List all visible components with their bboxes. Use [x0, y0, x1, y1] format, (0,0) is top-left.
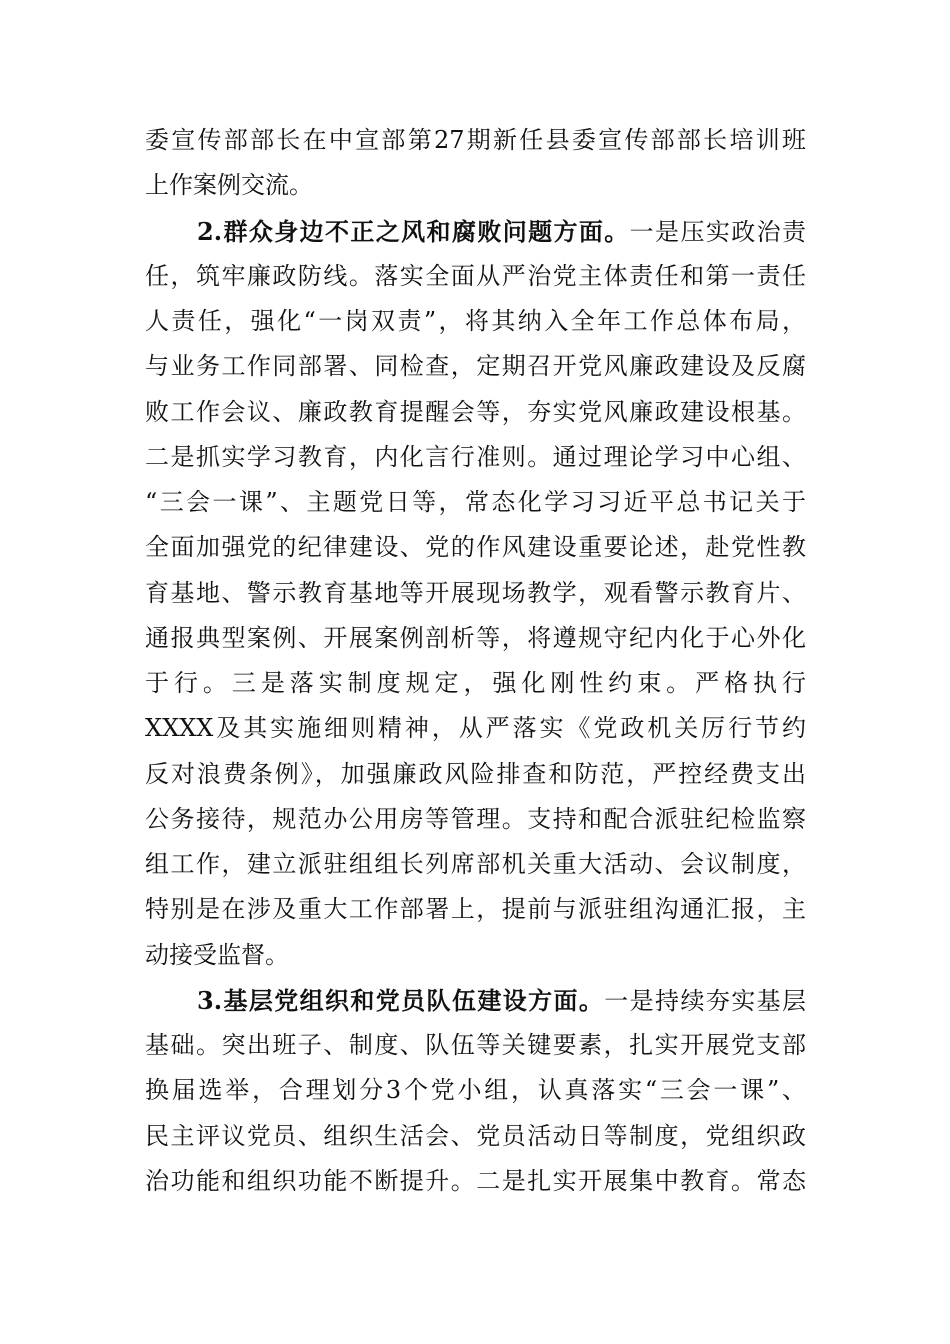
text-line: [145, 752, 806, 797]
text-line: [145, 525, 806, 570]
text-line: [145, 209, 806, 254]
text-line: [145, 797, 806, 842]
text-line: [145, 978, 806, 1023]
line-text: 组工作，建立派驻组组长列席部机关重大活动、会议制度，: [145, 850, 806, 878]
text-line: [145, 299, 806, 344]
text-line: [145, 435, 806, 480]
text-line: [145, 390, 806, 435]
text-line: [145, 616, 806, 661]
line-text: 特别是在涉及重大工作部署上，提前与派驻组沟通汇报，主: [145, 895, 806, 924]
text-line: [145, 933, 806, 978]
line-text: 与业务工作同部署、同检查，定期召开党风廉政建设及反腐: [145, 352, 806, 381]
line-text: 于行。三是落实制度规定，强化刚性约束。严格执行: [145, 669, 806, 697]
line-text: 公务接待，规范办公用房等管理。支持和配合派驻纪检监察: [145, 804, 806, 833]
document-body: [145, 118, 806, 1204]
line-text: XXXX及其实施细则精神，从严落实《党政机关厉行节约: [145, 714, 806, 743]
line-text: “三会一课”、主题党日等，常态化学习习近平总书记关于: [145, 488, 806, 516]
line-text: 一是压实政治责: [629, 217, 807, 246]
text-line: [145, 1159, 806, 1204]
text-line: [145, 254, 806, 299]
line-text: 反对浪费条例》，加强廉政风险排查和防范，严控经费支出: [145, 759, 806, 788]
text-line: [145, 661, 806, 706]
line-text: 治功能和组织功能不断提升。二是扎实开展集中教育。常态: [145, 1166, 806, 1195]
text-line: [145, 1068, 806, 1113]
line-text: 换届选举，合理划分3个党小组，认真落实“三会一课”、: [145, 1076, 806, 1105]
line-text: 败工作会议、廉政教育提醒会等，夯实党风廉政建设根基。: [145, 397, 806, 426]
line-text: 委宣传部部长在中宣部第27期新任县委宣传部部长培训班: [145, 126, 806, 154]
text-line: [145, 842, 806, 887]
text-line: [145, 1114, 806, 1159]
line-text: 任，筑牢廉政防线。落实全面从严治党主体责任和第一责任: [145, 261, 806, 290]
text-line: [145, 118, 806, 163]
line-text: 动接受监督。: [145, 940, 289, 969]
line-text: 二是抓实学习教育，内化言行准则。通过理论学习中心组、: [145, 442, 806, 471]
line-text: 通报典型案例、开展案例剖析等，将遵规守纪内化于心外化: [145, 623, 806, 652]
text-line: [145, 480, 806, 525]
line-text: 人责任，强化“一岗双责”，将其纳入全年工作总体布局，: [145, 307, 806, 335]
text-line: [145, 706, 806, 751]
text-line: [145, 1023, 806, 1068]
text-line: [145, 571, 806, 616]
text-line: [145, 163, 806, 208]
line-text: 民主评议党员、组织生活会、党员活动日等制度，党组织政: [145, 1121, 806, 1150]
section-heading: 3.基层党组织和党员队伍建设方面。: [197, 985, 605, 1015]
line-text: 一是持续夯实基层: [604, 986, 807, 1015]
text-line: [145, 887, 806, 932]
line-text: 上作案例交流。: [145, 171, 313, 200]
line-text: 育基地、警示教育基地等开展现场教学，观看警示教育片、: [145, 578, 806, 607]
line-text: 全面加强党的纪律建设、党的作风建设重要论述，赴党性教: [145, 533, 806, 562]
text-line: [145, 344, 806, 389]
line-text: 基础。突出班子、制度、队伍等关键要素，扎实开展党支部: [145, 1031, 806, 1059]
section-heading: 2.群众身边不正之风和腐败问题方面。: [197, 216, 630, 246]
